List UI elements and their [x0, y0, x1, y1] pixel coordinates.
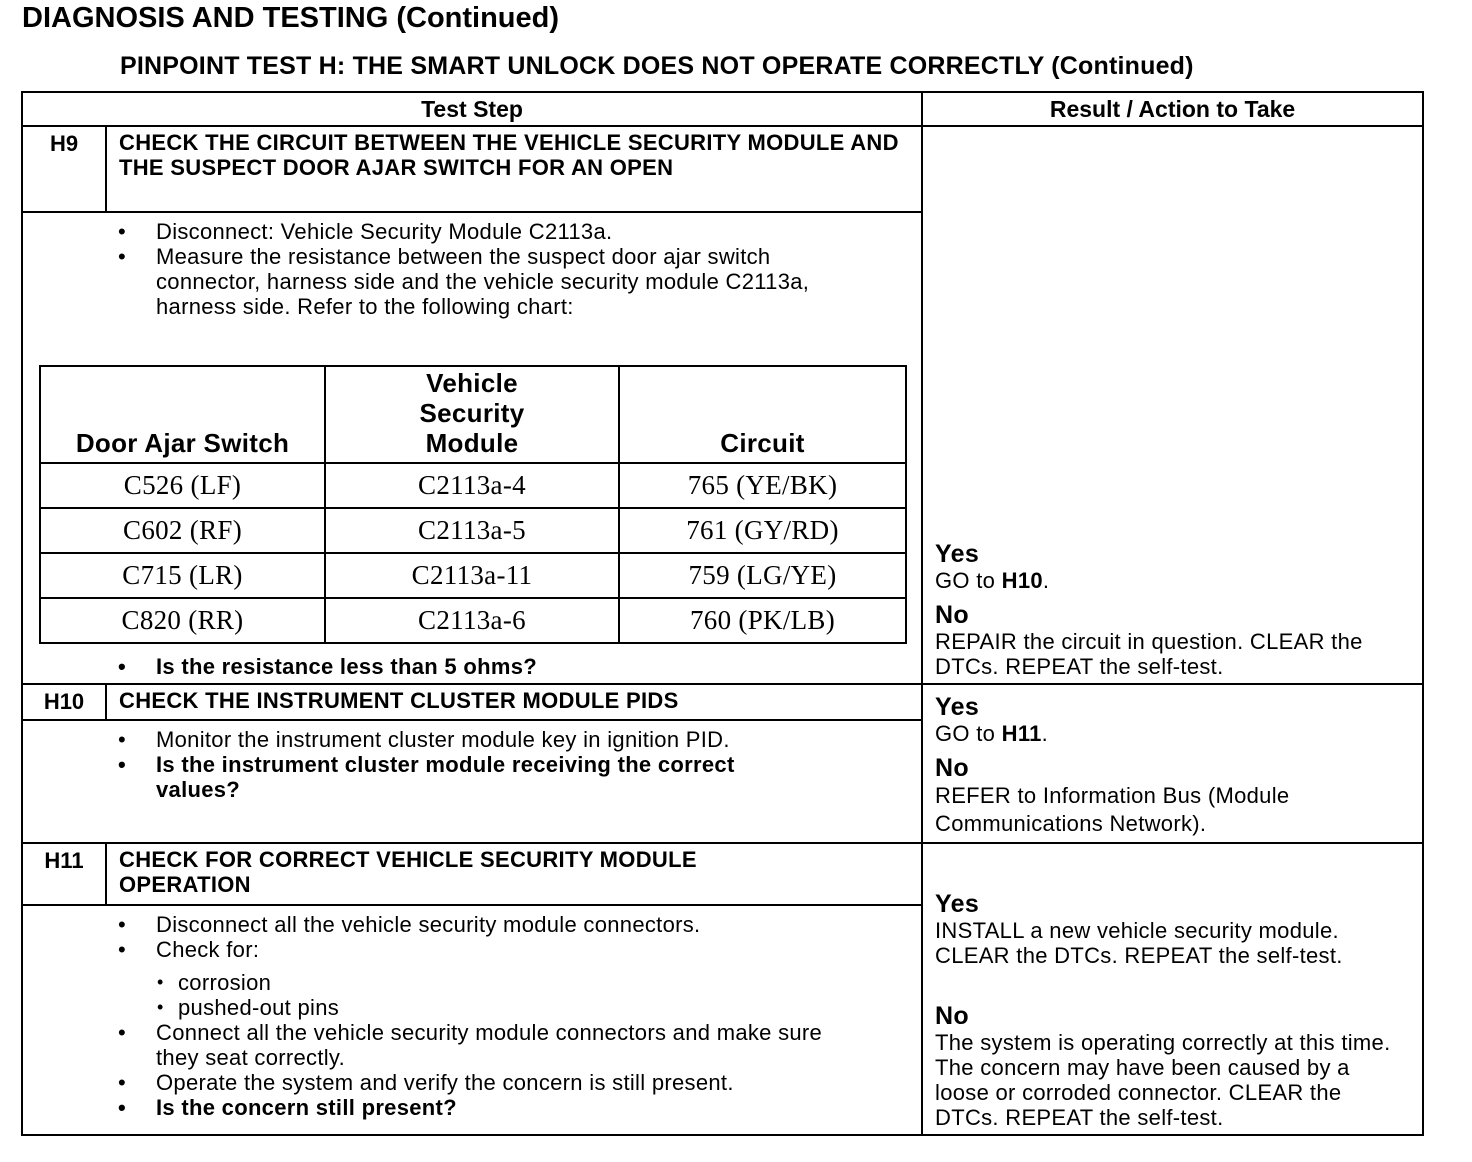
step-h9-title: CHECK THE CIRCUIT BETWEEN THE VEHICLE SECURITY MODULE AND THE SUSPECT DOOR AJAR SWITCH FOR AN OPEN: [106, 126, 922, 212]
step-h11-sub-bullets: [23, 970, 911, 1020]
list-item: • Disconnect all the vehicle security module connectors.: [23, 912, 911, 937]
table-cell: C2113a-4: [325, 463, 619, 508]
step-h9-no-action: REPAIR the circuit in question. CLEAR the DTCs. REPEAT the self-test.: [935, 629, 1363, 679]
step-h11-title-row: [22, 843, 1423, 905]
list-item: • Operate the system and verify the concern is still present.: [23, 1070, 911, 1095]
step-h11-result: [922, 843, 1423, 1135]
step-h10-no-action: REFER to Information Bus (Module Communications Network).: [935, 783, 1290, 836]
table-cell: 760 (PK/LB): [619, 598, 906, 643]
step-h9-result: [922, 126, 1423, 684]
step-h11-bullets-after: [23, 1020, 911, 1120]
table-cell: C2113a-5: [325, 508, 619, 553]
table-cell: C526 (LF): [40, 463, 325, 508]
list-item: • Measure the resistance between the suspect door ajar switch connector, harness side and the vehicle security module C2113a, harness side. Refer to the following chart:: [23, 244, 911, 319]
step-h10-yes-action: GO to H11.: [935, 721, 1049, 746]
pinpoint-test-table: [21, 91, 1424, 1136]
list-item: • pushed-out pins: [23, 995, 911, 1020]
table-row: [40, 463, 906, 508]
step-h10-id: H10: [22, 684, 106, 720]
list-item: • Check for:: [23, 937, 911, 962]
step-h10-result: [922, 684, 1423, 843]
table-cell: 759 (LG/YE): [619, 553, 906, 598]
step-h10-body: [22, 720, 922, 843]
list-item: • Connect all the vehicle security module connectors and make sure they seat correctly.: [23, 1020, 911, 1070]
chart-header-door-ajar-switch: Door Ajar Switch: [40, 366, 325, 463]
table-cell: C2113a-11: [325, 553, 619, 598]
step-h9-yes-label: Yes: [935, 540, 980, 568]
table-header-row: [22, 92, 1423, 126]
list-item: • Monitor the instrument cluster module key in ignition PID.: [23, 727, 911, 752]
step-h11-id: H11: [22, 843, 106, 905]
table-cell: 765 (YE/BK): [619, 463, 906, 508]
step-h10-no-label: No: [935, 754, 969, 782]
table-row: [40, 598, 906, 643]
step-h11-yes-label: Yes: [935, 890, 980, 918]
step-h11-no-action: The system is operating correctly at this time. The concern may have been caused by a loose or corroded connector. CLEAR the DTCs. REPEAT the self-test.: [935, 1030, 1391, 1130]
chart-header-vehicle-security-module: Vehicle Security Module: [325, 366, 619, 463]
step-h11-no-label: No: [935, 1002, 969, 1030]
step-h11-title: CHECK FOR CORRECT VEHICLE SECURITY MODULE OPERATION: [106, 843, 922, 905]
pinpoint-test-title: PINPOINT TEST H: THE SMART UNLOCK DOES NOT OPERATE CORRECTLY (Continued): [120, 52, 1194, 80]
list-item: • Is the concern still present?: [23, 1095, 911, 1120]
test-step-header: Test Step: [22, 92, 922, 126]
page-heading: DIAGNOSIS AND TESTING (Continued): [22, 2, 560, 34]
chart-header-circuit: Circuit: [619, 366, 906, 463]
connector-chart: [39, 365, 907, 644]
table-cell: C602 (RF): [40, 508, 325, 553]
table-cell: 761 (GY/RD): [619, 508, 906, 553]
step-h10-title-row: [22, 684, 1423, 720]
step-h9-body: [22, 212, 922, 684]
table-cell: C715 (LR): [40, 553, 325, 598]
step-h10-bullets: [23, 727, 911, 802]
list-item: • Is the instrument cluster module receiving the correct values?: [23, 752, 911, 802]
step-h11-bullets: [23, 912, 911, 962]
step-h11-body: [22, 905, 922, 1135]
table-cell: C2113a-6: [325, 598, 619, 643]
step-h9-yes-action: GO to H10.: [935, 568, 1050, 593]
step-h9-bullets: [23, 219, 911, 319]
table-row: [40, 508, 906, 553]
result-header: Result / Action to Take: [922, 92, 1423, 126]
step-h9-title-row: [22, 126, 1423, 212]
list-item: • Disconnect: Vehicle Security Module C2113a.: [23, 219, 911, 244]
list-item: • Is the resistance less than 5 ohms?: [23, 654, 911, 679]
table-row: [40, 553, 906, 598]
step-h11-yes-action: INSTALL a new vehicle security module. CLEAR the DTCs. REPEAT the self-test.: [935, 918, 1343, 968]
connector-chart-header: [40, 366, 906, 463]
step-h10-yes-label: Yes: [935, 693, 980, 721]
step-h9-no-label: No: [935, 601, 969, 629]
table-cell: C820 (RR): [40, 598, 325, 643]
list-item: • corrosion: [23, 970, 911, 995]
step-h9-id: H9: [22, 126, 106, 212]
step-h10-title: CHECK THE INSTRUMENT CLUSTER MODULE PIDS: [106, 684, 922, 720]
step-h9-question: [23, 654, 911, 679]
